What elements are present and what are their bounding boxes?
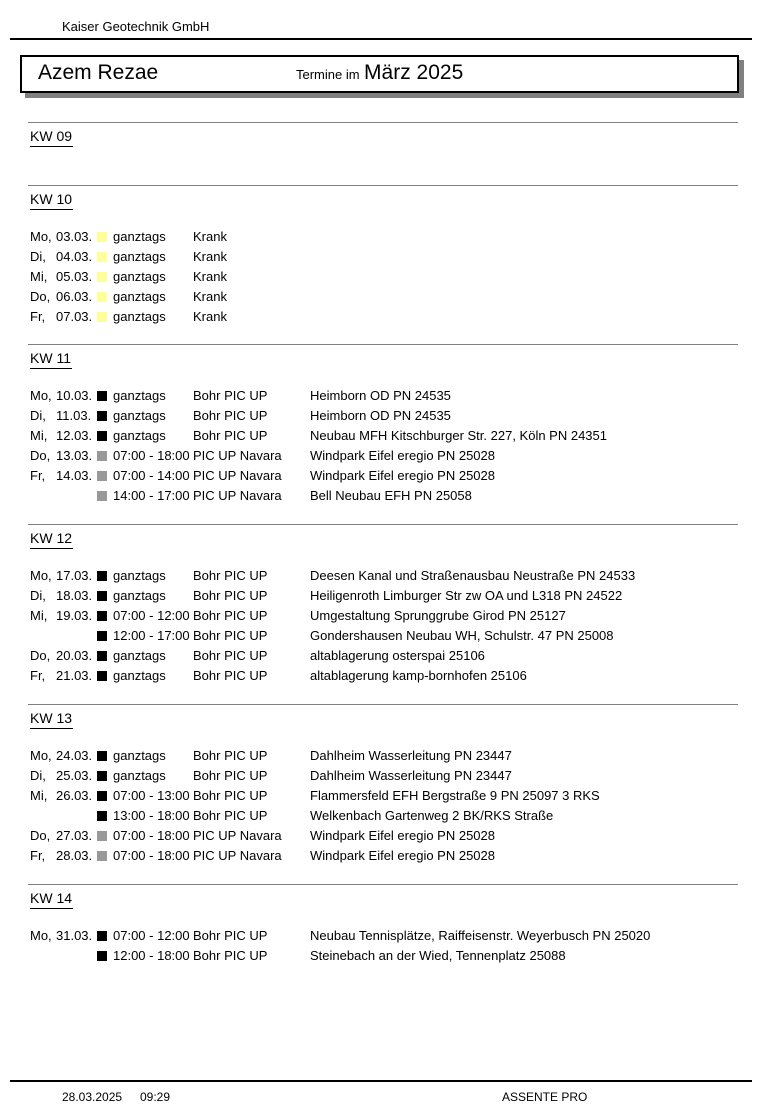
date-label: 28.03. — [56, 848, 93, 863]
date-label: 13.03. — [56, 448, 93, 463]
category-marker-icon — [97, 831, 107, 841]
activity-label: Bohr PIC UP — [193, 788, 268, 803]
appointment-row — [30, 426, 738, 446]
time-range: 07:00 - 18:00 — [113, 848, 190, 863]
appointment-row — [30, 646, 738, 666]
category-marker-icon — [97, 851, 107, 861]
date-label: 26.03. — [56, 788, 93, 803]
appointment-row — [30, 846, 738, 866]
weekday-label: Di, — [30, 408, 46, 423]
description-label: Bell Neubau EFH PN 25058 — [310, 488, 472, 503]
description-label: Windpark Eifel eregio PN 25028 — [310, 848, 495, 863]
time-range: 07:00 - 14:00 — [113, 468, 190, 483]
period-label: Termine im — [296, 67, 360, 82]
description-label: Heiligenroth Limburger Str zw OA und L318 PN 24522 — [310, 588, 623, 603]
appointment-row — [30, 406, 738, 426]
time-range: ganztags — [113, 408, 166, 423]
company-name: Kaiser Geotechnik GmbH — [62, 19, 210, 34]
date-label: 20.03. — [56, 648, 93, 663]
weekday-label: Do, — [30, 648, 51, 663]
appointment-row — [30, 586, 738, 606]
category-marker-icon — [97, 292, 107, 302]
description-label: Windpark Eifel eregio PN 25028 — [310, 468, 495, 483]
time-range: 12:00 - 18:00 — [113, 948, 190, 963]
weekday-label: Fr, — [30, 468, 46, 483]
description-label: Welkenbach Gartenweg 2 BK/RKS Straße — [310, 808, 554, 823]
weekday-label: Di, — [30, 768, 46, 783]
appointment-row — [30, 446, 738, 466]
week-label: KW 13 — [30, 710, 73, 729]
time-range: ganztags — [113, 748, 166, 763]
week-label: KW 11 — [30, 350, 72, 369]
activity-label: Krank — [193, 309, 227, 324]
time-range: ganztags — [113, 568, 166, 583]
description-label: Gondershausen Neubau WH, Schulstr. 47 PN 25008 — [310, 628, 614, 643]
report-title-box — [20, 55, 739, 93]
category-marker-icon — [97, 232, 107, 242]
weekday-label: Mo, — [30, 748, 52, 763]
category-marker-icon — [97, 252, 107, 262]
week-section — [28, 185, 738, 327]
appointment-row — [30, 287, 738, 307]
week-label: KW 14 — [30, 890, 73, 909]
appointment-row — [30, 606, 738, 626]
date-label: 10.03. — [56, 388, 93, 403]
weekday-label: Do, — [30, 289, 51, 304]
description-label: Heimborn OD PN 24535 — [310, 408, 451, 423]
time-range: ganztags — [113, 269, 166, 284]
app-name: ASSENTE PRO — [502, 1090, 588, 1104]
weekday-label: Mi, — [30, 788, 48, 803]
category-marker-icon — [97, 312, 107, 322]
appointment-row — [30, 566, 738, 586]
weekday-label: Mo, — [30, 568, 52, 583]
category-marker-icon — [97, 751, 107, 761]
appointment-row — [30, 307, 738, 327]
week-section — [28, 884, 738, 966]
time-range: 13:00 - 18:00 — [113, 808, 190, 823]
date-label: 11.03. — [56, 408, 92, 423]
appointment-row — [30, 746, 738, 766]
category-marker-icon — [97, 651, 107, 661]
category-marker-icon — [97, 491, 107, 501]
date-label: 31.03. — [56, 928, 93, 943]
weekday-label: Fr, — [30, 668, 46, 683]
time-range: ganztags — [113, 668, 166, 683]
appointment-row — [30, 486, 738, 506]
weekday-label: Mo, — [30, 928, 52, 943]
activity-label: Bohr PIC UP — [193, 428, 268, 443]
date-label: 19.03. — [56, 608, 93, 623]
activity-label: Bohr PIC UP — [193, 668, 268, 683]
time-range: ganztags — [113, 588, 166, 603]
appointment-row — [30, 666, 738, 686]
time-range: 07:00 - 12:00 — [113, 608, 190, 623]
activity-label: Bohr PIC UP — [193, 768, 268, 783]
date-label: 25.03. — [56, 768, 93, 783]
description-label: Dahlheim Wasserleitung PN 23447 — [310, 768, 512, 783]
category-marker-icon — [97, 591, 107, 601]
activity-label: Bohr PIC UP — [193, 628, 268, 643]
date-label: 18.03. — [56, 588, 93, 603]
date-label: 12.03. — [56, 428, 93, 443]
appointment-rows — [30, 566, 738, 686]
appointment-row — [30, 267, 738, 287]
time-range: ganztags — [113, 289, 166, 304]
appointment-row — [30, 946, 738, 966]
time-range: 07:00 - 18:00 — [113, 448, 190, 463]
appointment-rows — [30, 746, 738, 866]
time-range: ganztags — [113, 428, 166, 443]
date-label: 04.03. — [56, 249, 93, 264]
weekday-label: Fr, — [30, 309, 46, 324]
date-label: 05.03. — [56, 269, 93, 284]
weekday-label: Di, — [30, 249, 46, 264]
activity-label: PIC UP Navara — [193, 828, 282, 843]
activity-label: Bohr PIC UP — [193, 808, 268, 823]
week-section — [28, 704, 738, 866]
appointment-row — [30, 386, 738, 406]
report-period — [296, 61, 463, 85]
activity-label: PIC UP Navara — [193, 448, 282, 463]
weekday-label: Do, — [30, 448, 51, 463]
appointment-row — [30, 626, 738, 646]
weekday-label: Di, — [30, 588, 46, 603]
weekday-label: Do, — [30, 828, 51, 843]
category-marker-icon — [97, 631, 107, 641]
description-label: Neubau Tennisplätze, Raiffeisenstr. Weyerbusch PN 25020 — [310, 928, 651, 943]
category-marker-icon — [97, 451, 107, 461]
appointment-row — [30, 926, 738, 946]
activity-label: Bohr PIC UP — [193, 408, 268, 423]
category-marker-icon — [97, 771, 107, 781]
weekday-label: Fr, — [30, 848, 46, 863]
weekday-label: Mi, — [30, 428, 48, 443]
appointment-rows — [30, 227, 738, 327]
period-month: März 2025 — [364, 61, 464, 84]
date-label: 21.03. — [56, 668, 93, 683]
activity-label: Bohr PIC UP — [193, 928, 268, 943]
weekday-label: Mo, — [30, 388, 52, 403]
description-label: Umgestaltung Sprunggrube Girod PN 25127 — [310, 608, 566, 623]
weekday-label: Mo, — [30, 229, 52, 244]
category-marker-icon — [97, 611, 107, 621]
week-section — [28, 122, 738, 164]
date-label: 14.03. — [56, 468, 93, 483]
category-marker-icon — [97, 951, 107, 961]
description-label: altablagerung kamp-bornhofen 25106 — [310, 668, 527, 683]
print-date: 28.03.2025 — [62, 1090, 123, 1104]
category-marker-icon — [97, 471, 107, 481]
activity-label: PIC UP Navara — [193, 468, 282, 483]
appointment-row — [30, 786, 738, 806]
category-marker-icon — [97, 791, 107, 801]
activity-label: Krank — [193, 289, 227, 304]
activity-label: Krank — [193, 249, 227, 264]
description-label: Windpark Eifel eregio PN 25028 — [310, 448, 495, 463]
activity-label: PIC UP Navara — [193, 848, 282, 863]
category-marker-icon — [97, 671, 107, 681]
description-label: Steinebach an der Wied, Tennenplatz 25088 — [310, 948, 566, 963]
appointment-rows — [30, 386, 738, 506]
week-label: KW 09 — [30, 128, 73, 147]
activity-label: Bohr PIC UP — [193, 588, 268, 603]
category-marker-icon — [97, 931, 107, 941]
activity-label: Bohr PIC UP — [193, 388, 268, 403]
category-marker-icon — [97, 391, 107, 401]
time-range: ganztags — [113, 648, 166, 663]
week-label: KW 12 — [30, 530, 73, 549]
time-range: ganztags — [113, 229, 166, 244]
activity-label: Bohr PIC UP — [193, 748, 268, 763]
week-section — [28, 344, 738, 506]
appointment-row — [30, 806, 738, 826]
description-label: Windpark Eifel eregio PN 25028 — [310, 828, 495, 843]
appointment-row — [30, 466, 738, 486]
week-section — [28, 524, 738, 686]
date-label: 27.03. — [56, 828, 93, 843]
weekday-label: Mi, — [30, 608, 48, 623]
activity-label: Krank — [193, 229, 227, 244]
appointment-row — [30, 826, 738, 846]
category-marker-icon — [97, 411, 107, 421]
page-footer — [10, 1080, 752, 1112]
person-name: Azem Rezae — [38, 61, 159, 84]
activity-label: PIC UP Navara — [193, 488, 282, 503]
activity-label: Bohr PIC UP — [193, 648, 268, 663]
appointment-row — [30, 247, 738, 267]
appointment-row — [30, 227, 738, 247]
time-range: ganztags — [113, 309, 166, 324]
time-range: ganztags — [113, 249, 166, 264]
category-marker-icon — [97, 272, 107, 282]
description-label: Deesen Kanal und Straßenausbau Neustraße PN 24533 — [310, 568, 636, 583]
description-label: Heimborn OD PN 24535 — [310, 388, 451, 403]
time-range: 07:00 - 12:00 — [113, 928, 190, 943]
appointment-rows — [30, 926, 738, 966]
date-label: 07.03. — [56, 309, 93, 324]
category-marker-icon — [97, 431, 107, 441]
date-label: 03.03. — [56, 229, 93, 244]
activity-label: Bohr PIC UP — [193, 568, 268, 583]
time-range: 14:00 - 17:00 — [113, 488, 190, 503]
date-label: 24.03. — [56, 748, 93, 763]
header-rule — [10, 38, 752, 40]
date-label: 06.03. — [56, 289, 93, 304]
weekday-label: Mi, — [30, 269, 48, 284]
time-range: 07:00 - 18:00 — [113, 828, 190, 843]
description-label: Flammersfeld EFH Bergstraße 9 PN 25097 3 RKS — [310, 788, 600, 803]
category-marker-icon — [97, 811, 107, 821]
activity-label: Krank — [193, 269, 227, 284]
time-range: 12:00 - 17:00 — [113, 628, 190, 643]
time-range: ganztags — [113, 388, 166, 403]
description-label: Dahlheim Wasserleitung PN 23447 — [310, 748, 512, 763]
print-time: 09:29 — [140, 1090, 171, 1104]
time-range: 07:00 - 13:00 — [113, 788, 190, 803]
activity-label: Bohr PIC UP — [193, 608, 268, 623]
appointment-row — [30, 766, 738, 786]
time-range: ganztags — [113, 768, 166, 783]
week-label: KW 10 — [30, 191, 73, 210]
date-label: 17.03. — [56, 568, 93, 583]
description-label: Neubau MFH Kitschburger Str. 227, Köln PN 24351 — [310, 428, 607, 443]
description-label: altablagerung osterspai 25106 — [310, 648, 485, 663]
category-marker-icon — [97, 571, 107, 581]
activity-label: Bohr PIC UP — [193, 948, 268, 963]
